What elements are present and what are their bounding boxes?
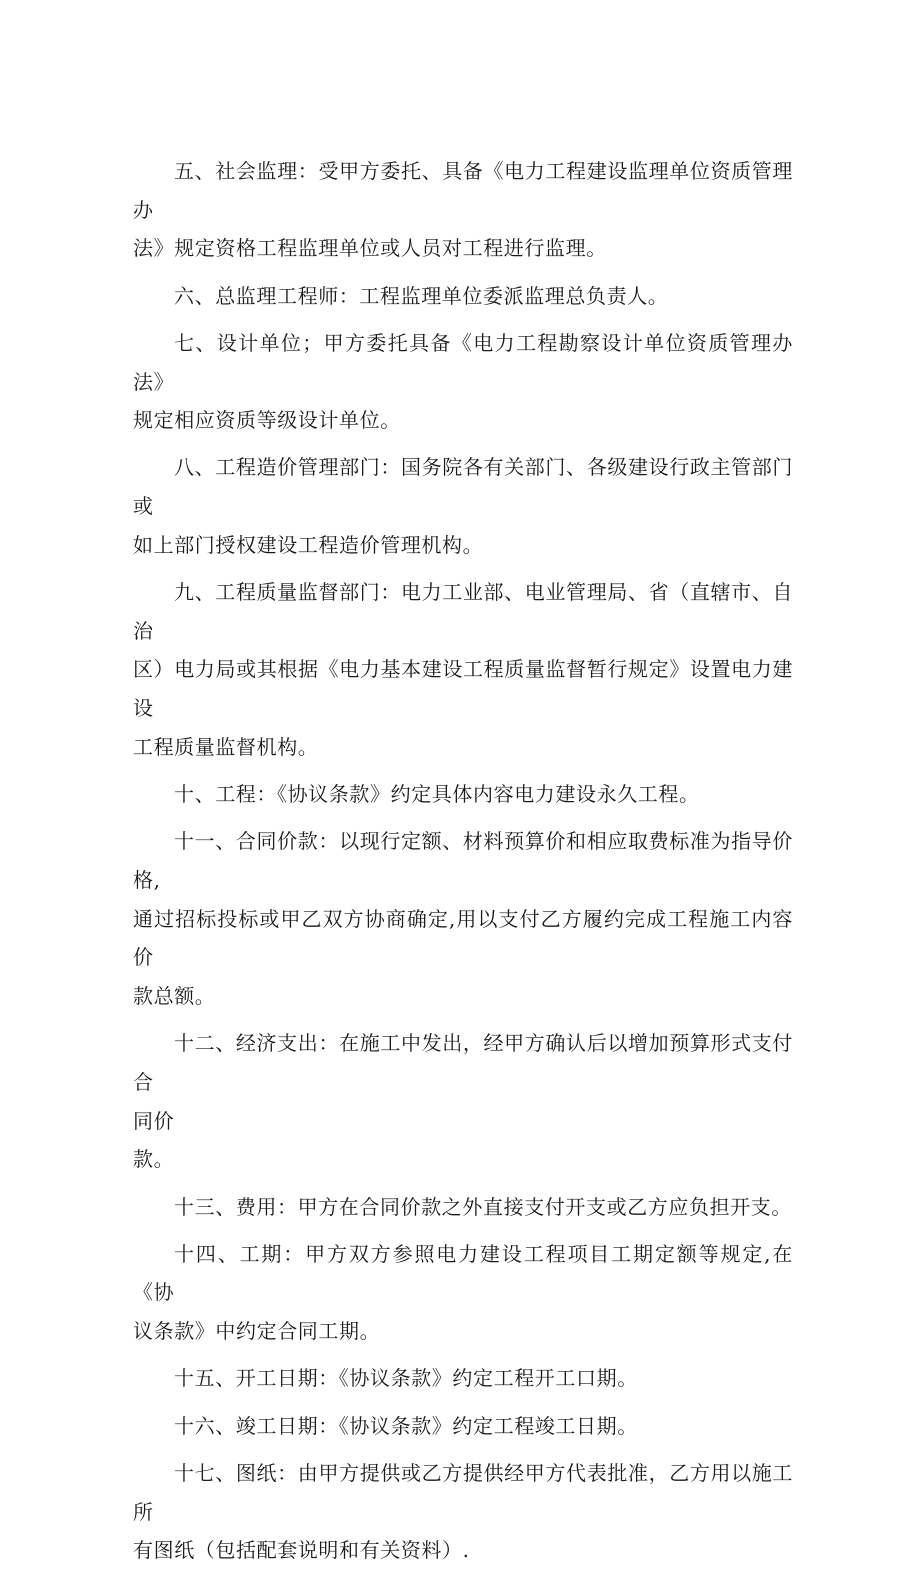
clause-line: 十四、工期：甲方双方参照电力建设工程项目工期定额等规定,在《协: [133, 1241, 793, 1305]
clause-line: 八、工程造价管理部门：国务院各有关部门、各级建设行政主管部门或: [133, 455, 793, 519]
clause-line: 六、总监理工程师：工程监理单位委派监理总负责人。: [174, 283, 669, 308]
clause-paragraph-p15: [133, 1359, 793, 1398]
clause-paragraph-p5: [133, 152, 793, 268]
clause-line: 有图纸（包括配套说明和有关资料）.: [133, 1538, 470, 1563]
clause-line: 七、设计单位；甲方委托具备《电力工程勘察设计单位资质管理办法》: [133, 330, 793, 394]
clause-paragraph-p12: [133, 1024, 793, 1179]
clause-line: 如上部门授权建设工程造价管理机构。: [133, 532, 484, 557]
document-body: [133, 152, 793, 1578]
clause-line: 五、社会监理：受甲方委托、具备《电力工程建设监理单位资质管理办: [133, 159, 793, 222]
clause-line: 议条款》中约定合同工期。: [133, 1319, 381, 1344]
clause-line: 十五、开工日期：《协议条款》约定工程开工口期。: [174, 1366, 638, 1391]
clause-line: 十一、合同价款：以现行定额、材料预算价和相应取费标准为指导价格,: [133, 829, 793, 892]
clause-line: 款总额。: [133, 984, 216, 1009]
clause-line: 十三、费用：甲方在合同价款之外直接支付开支或乙方应负担开支。: [174, 1194, 792, 1219]
clause-line: 十七、图纸：由甲方提供或乙方提供经甲方代表批准，乙方用以施工所: [133, 1460, 793, 1524]
clause-line: 工程质量监督机构。: [133, 734, 319, 759]
clause-line: 规定相应资质等级设计单位。: [133, 408, 401, 433]
clause-paragraph-p13: [133, 1188, 793, 1227]
clause-paragraph-p7: [133, 324, 793, 440]
clause-line: 同价: [133, 1108, 175, 1133]
clause-line: 款。: [133, 1147, 175, 1172]
clause-line: 十、工程：《协议条款》约定具体内容电力建设永久工程。: [174, 782, 700, 807]
clause-paragraph-p6: [133, 277, 793, 316]
clause-paragraph-p10: [133, 775, 793, 814]
clause-paragraph-p16: [133, 1407, 793, 1446]
clause-paragraph-p14: [133, 1235, 793, 1351]
clause-paragraph-p17: [133, 1454, 793, 1570]
clause-line: 区）电力局或其根据《电力基本建设工程质量监督暂行规定》设置电力建设: [133, 657, 793, 721]
clause-paragraph-p11: [133, 822, 793, 1016]
clause-line: 法》规定资格工程监理单位或人员对工程进行监理。: [133, 236, 607, 261]
clause-paragraph-p9: [133, 573, 793, 767]
clause-line: 十六、竣工日期：《协议条款》约定工程竣工日期。: [174, 1413, 638, 1438]
clause-line: 十二、经济支出：在施工中发出，经甲方确认后以增加预算形式支付合: [133, 1031, 793, 1094]
clause-line: 通过招标投标或甲乙双方协商确定,用以支付乙方履约完成工程施工内容价: [133, 906, 793, 970]
clause-line: 九、工程质量监督部门：电力工业部、电业管理局、省（直辖市、自治: [133, 580, 793, 643]
clause-paragraph-p8: [133, 448, 793, 564]
